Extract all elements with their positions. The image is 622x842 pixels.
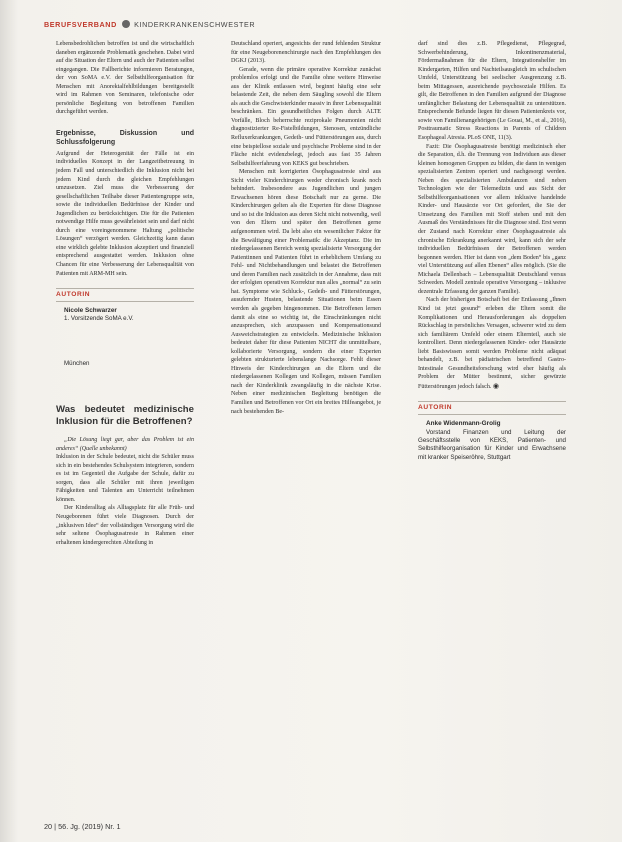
author-affiliation: 1. Vorsitzende SoMA e.V. [64, 315, 134, 323]
page-footer [44, 822, 121, 831]
paragraph: Inklusion in der Schule bedeutet, nicht die Schüler muss sich in ein bestehendes Schulsystem integrieren, sondern es ist im Gegenteil die Aufgabe der Schule, dafür zu sorgen, dass alle Schüler mit ihren jeweiligen Fähigkeiten und Talenten am Unterricht teilnehmen können. [56, 454, 194, 503]
section-heading: Ergebnisse, Diskussion und Schlussfolgerung [56, 129, 194, 146]
paragraph: Der Kinderalltag als Alltagsplatz für alle Früh- und Neugeborenen führt viele Diagnosen. Durch der „inklusiven Idee“ der vollständigen Versorgung wird die sehr seltene Ösophagusatresie in Rahmen einer erhaltenen kindergerechten Abteilung in [56, 505, 194, 546]
paragraph: Gerade, wenn die primäre operative Korrektur zunächst problemlos erfolgt und die Familie ohne weitere Hinweise aus der Klinik entlassen wird, beginnt häufig eine sehr belastende Zeit, die neben dem Säugling sowohl die Eltern als auch die Geschwisterkinder massiv in ihrer Lebensqualität beschränken. Ein gesundheitliches Folgen durch ALTE Vorfälle, Bloch beherrschte reziprokale Pneumonien nicht diagnostizierter Re-Fistelbildungen, Stenosen, entzündliche Refluxerkrankungen, Gedeih- und Fütterstörungen aus, durch eine beispiellose soziale und psychische Probleme sind in der Fläche nicht evidenzbelegt, jedoch aus fast 35 Jahren Selbsthilfeerfahrung von KEKS gut beschrieben. [231, 66, 381, 167]
column-3 [418, 40, 566, 462]
kidney-icon: ◉ [492, 381, 500, 390]
column-2 [231, 40, 381, 416]
paragraph-text: Nach der bisherigen Botschaft bei der Entlassung „Ihnen Kind ist jetzt gesund“ erleben die Eltern somit die Komplikationen und Herausforderungen als doppelten Rückschlag in persönliches Versagen, schwerer wird zu dem sich familiärem Umfeld oder einem Elternteil, auch sie kontrolliert. Denn niedergelassenen Kinder- oder Hausärzte liebt Basiswissen somit werden Probleme nicht adäquat behandelt, z.B. bei pädiatrischen betreffend Gastro-Intestinale Gesundheitsforschung wird eher häufig als Problem der Mütter bestimmt, sicher gewürzte Fütterstörungen jedoch falsch. [418, 297, 566, 390]
paragraph: darf sind dies z.B. Pflegedienst, Pflegegrad, Schwerbehinderung, Inkontinenzmaterial, Fördermaßnahmen für die Eltern, Integrationshelfer im Kindergarten, Hilfen und Nachteilsausgleich im schulischen Umfeld, Unterstützung bei seelischer Ausgrenzung z.B. beim Mittagessen, ausreichende psychosoziale Hilfen. Es gilt, die Betroffenen in den Familien aufgrund der Diagnose umfänglicher Belastung der Lebensqualität zu unterstützen. Entsprechende Befunde liegen für diesen Patientenkreis vor, sowie von Familienangehörigen (Le Gouai, M., et al., 2016), Posttraumatic Stress Reactions in Parents of Children Esophageal Atresia. PLoS ONE, 11(3). [418, 41, 566, 142]
column-1 [56, 40, 194, 547]
paragraph: Deutschland operiert, angesichts der rund fehlenden Struktur für eine Neugeborenenchirurgie nach den Empfehlungen des DGKJ (2013). [231, 41, 381, 65]
author-label: AUTORIN [56, 288, 194, 302]
paragraph: Aufgrund der Heterogenität der Fälle ist ein individuelles Konzept in der Langzeitbetreuung in jedem Fall und unterschiedlich die Inklusion nicht bei jedem Kind durch die gleichen Empfehlungen umzusetzen. Ziel muss die Verbesserung der gesellschaftlichen Teilhabe dieser Patientengruppe sein, sowie die individuellen Bedürfnisse der Kinder und Jugendlichen zu berücksichtigen. Die für die Patienten notwendige Hilfe muss gewährleistet sein und darf nicht durch eine voreingenommene Haltung „politische Lösungen“ verzögert werden. Gleichzeitig kann daran eine wirklich gelebte Inklusion akzeptiert und finanziell entsprechend ausgestattet werden. Inklusion ohne Chancen für eine Verbesserung der Lebensqualität von Patienten mit ARM-MH sein. [56, 150, 194, 277]
header-brand: BERUFSVERBAND [44, 20, 117, 29]
running-header [44, 20, 255, 29]
issue-info: | 56. Jg. (2019) Nr. 1 [54, 822, 121, 831]
paragraph: Fazit: Die Ösophagusatresie benötigt medizinisch eher die Separation, d.h. die Trennung von Individuen aus dieser kleinen homogenen Gruppen zu bilden, die dann in wenigen spezialisierten Zentren operiert und nachgesorgt werden. Neben des spezialisierten Ambulanzen sind neben Technologien wie der Telemedizin und aus Sicht der Selbsthilfeorganisationen vor allem inklusive handelnde Kinder- und Hausärzte vor Ort gefordert, die Sie der Umsetzung des Familien mit Stoff stehen und mit den Ausmaß des Verständnisses für die Diagnose sind. Erst wenn der Zustand nach Korrektur einer Ösophagusatresie als chronische Erkrankung anerkannt wird, kann sich der sehr individuellen Bedürfnissen der Betroffenen werden begonnen werden. Hier ist dann von „dem Boden“ bis „ganz viel Unterstützung auf allen Ebenen“ alles möglich. (Sie die Michaela Dellenbach – Lebensqualität Deutschland versus Schweden. Modell zentrale operative Versorgung – inklusive dezentrale Erfassung der ganzen Familie). [418, 143, 566, 295]
header-section: KINDERKRANKENSCHWESTER [134, 20, 256, 29]
author-name: Nicole Schwarzer [64, 306, 117, 314]
association-logo-icon [122, 20, 130, 28]
paragraph: Menschen mit korrigierten Ösophagusatresie sind aus Sicht vieler Kinderchirurgen weder chronisch krank noch behindert. Insbesondere aus Jugendlichen und jungen Erwachsenen hören diese Botschaft nur zu gerne. Die Kinderchirurgen gelten als die Experten für diese Diagnose und so ist die Inklusion aus deren Sicht nicht notwendig, weil von den Eltern und später den Betroffenen gerne aufgenommen wird. Da lebt also ein wesentlicher Faktor für die Bewältigung einer Problematik: die Akzeptanz. Die im niedergelassenen Bereich wenig spezialisierte Versorgung der Patientinnen und Patienten führt in erheblichem Umfang zu Fehl- und Nichtbehandlungen und belastet die Betroffenen und deren Familien nach zusätzlich in der Annahme, dass mit der erfolgten operativen Korrektur nun alles „normal“ zu sein hat. Symptome wie Schluck-, Gedeih- und Fütterstörungen, ausufernder Husten, belastende Situationen beim Essen werden als gegeben hingenommen. Die Betroffenen lernen damit als eine so wichtig ist, die Einschränkungen nicht anzusprechen, sich anzupassen und Kompensationsund Ausweichstrategien zu entwickeln. Medizinische Inklusion bedeutet daher für diese Patienten NICHT die unmittelbare, kollaborierte Versorgung, sondern die einer Experten gelebten strukturierte lebenslange Nachsorge. Fehlt dieser Hinweis der Kinderchirurgen an die Eltern und die niedergelassenen Kollegen und Kollegen, müssen Familien nach der Kinderklinik zwangsläufig in die nächste Krise. Neben einer medizinischen Begleitung benötigen die Familien und Betroffenen vor Ort ein breites Hilfeangebot, je nach bestehenden Be- [231, 169, 381, 415]
paragraph: Lebensbedrohlichen betroffen ist und die wirtschaftlich daneben ergänzende Problematik geschehen. Dabei wird auf die Situation der Eltern und auch der Patienten selbst eingegangen. Die Fallberichte informieren Beratungen, der von SoMA e.V. der Selbsthilfeorganisation für Menschen mit Anorektalfehlbildungen bereitgestellt wird im Rahmen von Seminaren, telefonische oder persönliche Begleitung von betroffenen Familien durchgeführt werden. [56, 41, 194, 116]
author-name: Anke Widenmann-Grolig [426, 419, 501, 427]
article-title: Was bedeutet medizinische Inklusion für die Betroffenen? [56, 404, 194, 428]
page-number: 20 [44, 822, 53, 831]
author-label: AUTORIN [418, 401, 566, 415]
paragraph [418, 296, 566, 391]
epigraph-quote: „Die Lösung liegt gar, aber das Problem ist ein anderes“ (Quelle unbekannt) [56, 437, 194, 452]
author-city: München [64, 359, 90, 367]
author-affiliation: Vorstand Finanzen und Leitung der Geschäftsstelle von KEKS, Patienten- und Selbsthilfeorganisation für Kinder und Erwachsene mit kranker Speiseröhre, Stuttgart [418, 428, 566, 461]
